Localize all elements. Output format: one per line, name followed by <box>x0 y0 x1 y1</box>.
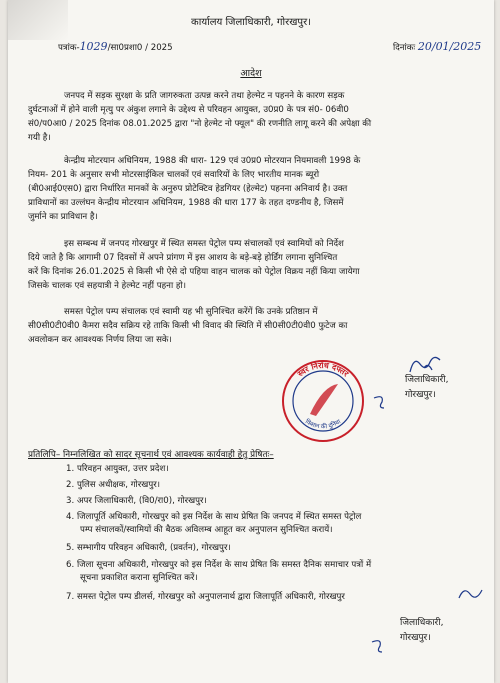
list-item-continuation: सूचना प्रकाशित कराना सुनिश्चित करें। <box>80 573 198 583</box>
order-title: आदेश <box>240 68 262 79</box>
signature-scribble <box>456 582 486 604</box>
quill-icon <box>310 384 338 416</box>
text-line: (बी0आई0एस0) द्वारा निर्धारित मानकों के अनुरुप प्रोटेक्टिव हेडगियर (हेल्मेट) पहनना अनिवार्य है। उक्त <box>28 184 348 194</box>
text-line: केन्द्रीय मोटरयान अधिनियम, 1988 की धारा- 129 एवं उ0प्र0 मोटरयान नियमावली 1998 के <box>64 156 361 166</box>
seal-stamp <box>278 356 368 446</box>
list-item <box>66 479 160 491</box>
text-line: दुर्घटनाओं में होने वाली मृत्यु पर अंकुश लगाने के उद्देश्य से परिवहन आयुक्त, उ0प्र0 के पत्र सं0- 06वी0 <box>28 105 349 115</box>
text-line: नियम- 201 के अनुसार सभी मोटरसाईकिल चालकों एवं सवारियों के लिए भारतीय मानक ब्यूरो <box>28 170 320 180</box>
text-line: इस सम्बन्ध में जनपद गोरखपुर में स्थित समस्त पेट्रोल पम्प संचालकों एवं स्वामियों को निर्देश <box>64 239 344 249</box>
initial-mark <box>370 392 390 412</box>
text-line: जनपद में सड़क सुरक्षा के प्रति जागरुकता उत्पन्न करने तथा हेल्मेट न पहनने के कारण सड़क <box>64 91 345 101</box>
signatory-designation: जिलाधिकारी, <box>405 375 449 385</box>
ref-prefix: पत्रांक- <box>58 43 80 53</box>
copy-heading: प्रतिलिपि– निम्नलिखित को सादर सूचनार्थ एवं आवश्यक कार्यवाही हेतु प्रेषितः– <box>28 450 274 460</box>
office-title: कार्यालय जिलाधिकारी, गोरखपुर। <box>191 17 311 28</box>
text-line: करें कि दिनांक 26.01.2025 से किसी भी ऐसे दो पहिया वाहन चालक को पेट्रोल विक्रय नहीं किया जायेगा <box>28 267 360 277</box>
signatory-designation: जिलाधिकारी, <box>400 618 444 628</box>
date-label: दिनांकः <box>393 43 416 53</box>
item-text: जिला सूचना अधिकारी, गोरखपुर को इस निर्देश के साथ प्रेषित कि समस्त दैनिक समाचार पत्रों में <box>76 560 372 570</box>
text-line: अवलोकन कर आवश्यक निर्णय लिया जा सके। <box>28 335 172 345</box>
item-text: सम्भागीय परिवहन अधिकारी, (प्रवर्तन), गोरखपुर। <box>76 543 231 553</box>
item-number: 4. <box>66 512 75 522</box>
list-item <box>66 463 169 475</box>
item-text: परिवहन आयुक्त, उत्तर प्रदेश। <box>76 464 169 474</box>
list-item-continuation: पम्प संचालकों/स्वामियों की बैठक अविलम्ब आहूत कर अनुपालन सुनिश्चित करायें। <box>80 525 333 535</box>
item-text: पुलिस अधीक्षक, गोरखपुर। <box>76 480 160 490</box>
text-line: गयी है। <box>28 133 51 143</box>
item-number: 5. <box>66 543 75 553</box>
stamp-bottom-text: किसान की दुनिया <box>303 418 343 431</box>
text-line: जिसके चालक एवं सहयात्री ने हेल्मेट नहीं पहना हो। <box>28 281 186 291</box>
list-item <box>66 542 231 554</box>
signatory-place: गोरखपुर। <box>405 390 436 400</box>
item-number: 2. <box>66 480 75 490</box>
ref-handwritten: 1029 <box>79 40 108 53</box>
list-item <box>66 511 361 523</box>
item-number: 1. <box>66 464 75 474</box>
text-line: समस्त पेट्रोल पम्प संचालक एवं स्वामी यह भी सुनिश्चित करेंगें कि उनके प्रतिष्ठान में <box>64 307 318 317</box>
list-item <box>66 591 345 603</box>
item-text: समस्त पेट्रोल पम्प डीलर्स, गोरखपुर को अनुपालनार्थ द्वारा जिलापूर्ति अधिकारी, गोरखपुर <box>76 592 345 602</box>
ref-suffix: /सा0प्रशा0 / 2025 <box>107 43 173 53</box>
text-line: प्राविधानों का उल्लंघन केन्द्रीय मोटरयान अधिनियम, 1988 की धारा 177 के तहत दण्डनीय है, जिसमें <box>28 198 344 208</box>
item-number: 6. <box>66 560 75 570</box>
initial-mark <box>368 636 388 656</box>
text-line: जुर्माने का प्राविधान है। <box>28 212 98 222</box>
signatory-place: गोरखपुर। <box>400 633 431 643</box>
item-number: 7. <box>66 592 75 602</box>
document-page <box>8 0 494 683</box>
item-number: 3. <box>66 496 75 506</box>
stamp-top-text: स्वर निरोध दफ्तर <box>295 360 351 379</box>
date-handwritten: 20/01/2025 <box>417 40 482 53</box>
item-text: अपर जिलाधिकारी, (वि0/रा0), गोरखपुर। <box>76 496 207 506</box>
order-date <box>393 41 481 54</box>
text-line: दिये जाते है कि आगामी 07 दिवसों में अपने प्रांगण में इस आशय के बड़े-बड़े होर्डिंग लगाना सुनिश्चित <box>28 253 338 263</box>
text-line: सी0सी0टी0वी0 कैमरा सदैव सक्रिय रहे ताकि किसी भी विवाद की स्थिति में सी0सी0टी0वी0 फुटेज का <box>28 321 348 331</box>
text-line: सं0/प0आ0 / 2025 दिनांक 08.01.2025 द्वारा "नो हेल्मेट नो फ्यूल" की रणनीति लागू करने की अपेक्षा की <box>28 119 372 129</box>
reference-number <box>58 41 173 54</box>
item-text: जिलापूर्ति अधिकारी, गोरखपुर को इस निर्देश के साथ प्रेषित कि जनपद में स्थित समस्त पेट्रोल <box>76 512 362 522</box>
list-item <box>66 495 207 507</box>
list-item <box>66 559 371 571</box>
